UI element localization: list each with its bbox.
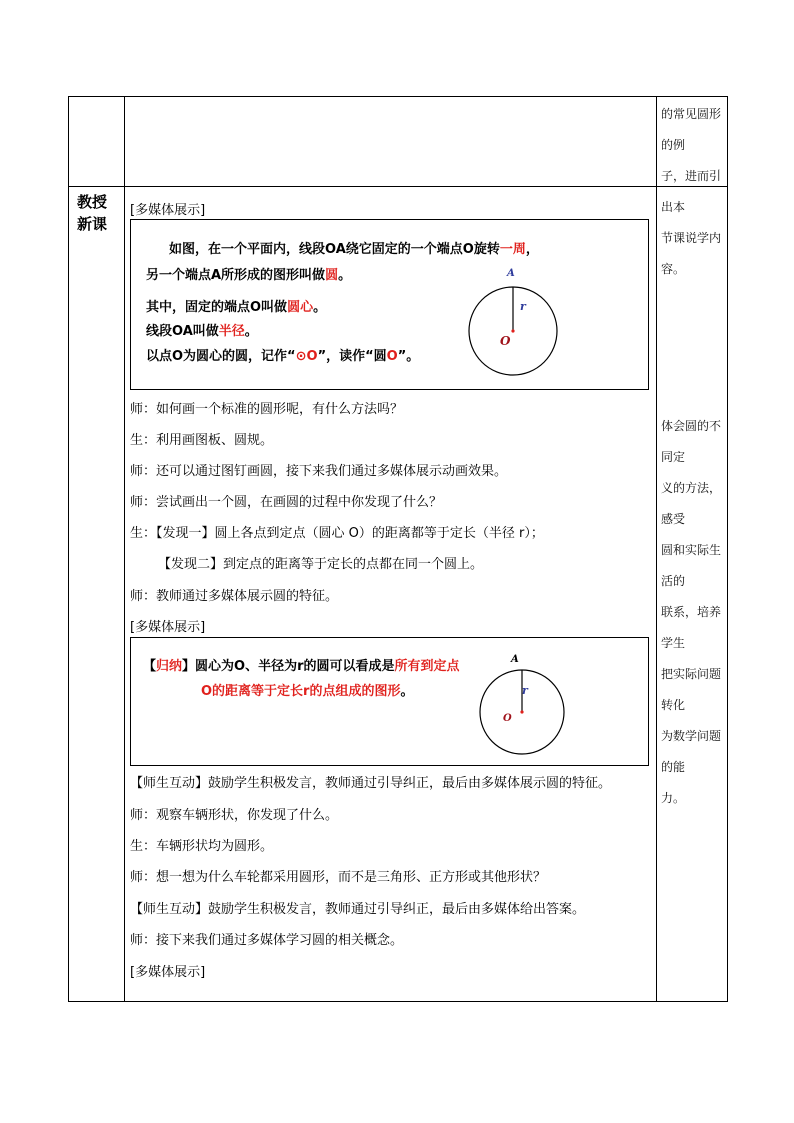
highlight: 所有到定点	[394, 659, 460, 674]
dialogue-line: 师：接下来我们通过多媒体学习圆的相关概念。	[130, 933, 404, 948]
definition-line-3	[146, 296, 326, 315]
text: 另一个端点A所形成的图形叫做	[146, 268, 326, 283]
column-divider-1	[124, 97, 125, 1001]
media-label: [多媒体展示]	[130, 203, 206, 218]
section-label	[77, 191, 117, 235]
highlight: 圆心	[287, 300, 314, 315]
text: 其中，固定的端点O叫做	[146, 300, 288, 315]
definition-line-1	[169, 238, 539, 257]
dialogue-line: 生：车辆形状均为圆形。	[130, 839, 274, 854]
center-label: O	[503, 713, 512, 724]
text: 。	[313, 300, 327, 315]
radius-label: r	[522, 684, 528, 697]
media-label: [多媒体展示]	[130, 620, 206, 635]
dialogue-line: 师：如何画一个标准的圆形呢，有什么方法吗？	[130, 402, 404, 417]
dialogue-line: 【师生互动】鼓励学生积极发言，教师通过引导纠正，最后由多媒体展示圆的特征。	[130, 776, 612, 791]
text: ”。	[397, 349, 420, 364]
dialogue-line: 师：想一想为什么车轮都采用圆形，而不是三角形、正方形或其他形状？	[130, 870, 547, 885]
circle-figure-1	[461, 262, 561, 380]
definition-box	[130, 219, 649, 390]
center-point	[511, 329, 514, 332]
text: ”，读作“圆	[317, 349, 387, 364]
bracket: 】	[182, 659, 196, 674]
media-label: [多媒体展示]	[130, 965, 206, 980]
text: 。	[400, 684, 414, 699]
section-label-line: 教授	[77, 193, 108, 211]
highlight: 圆	[325, 268, 339, 283]
note-line: 力。	[661, 791, 686, 805]
dialogue-line: 生：利用画图板、圆规。	[130, 433, 274, 448]
text: 。	[244, 324, 258, 339]
note-line: 体会圆的不同定	[661, 419, 722, 464]
dialogue-line: 生：【发现一】圆上各点到定点（圆心 O）的距离都等于定长（半径 r）；	[130, 526, 544, 541]
text: 圆心为O、半径为r的圆可以看成是	[195, 659, 395, 674]
bracket: 【	[143, 659, 157, 674]
highlight: O的距离等于定长r的点组成的图形	[201, 684, 401, 699]
text: 如图，在一个平面内，线段OA绕它固定的一个端点O旋转	[169, 242, 500, 257]
note-line: 的常见圆形的例	[661, 107, 722, 152]
note-line: 为数学问题的能	[661, 729, 722, 774]
highlight: 一周	[499, 242, 526, 257]
note-line: 把实际问题转化	[661, 667, 722, 712]
radius-label: r	[520, 300, 526, 313]
summary-line-1	[143, 655, 460, 674]
text: 线段OA叫做	[146, 324, 219, 339]
definition-line-4	[146, 320, 258, 339]
text: 。	[338, 268, 352, 283]
definition-line-2	[146, 264, 351, 283]
summary-box	[130, 637, 649, 766]
note-line: 节课说学内容。	[661, 231, 722, 276]
dialogue-line: 师：还可以通过图钉画圆，接下来我们通过多媒体展示动画效果。	[130, 464, 508, 479]
summary-tag: 归纳	[156, 659, 183, 674]
text: ，	[525, 242, 539, 257]
point-label-a: A	[507, 268, 515, 279]
section-label-line: 新课	[77, 215, 108, 233]
top-right-note	[661, 99, 727, 285]
note-line: 圆和实际生活的	[661, 543, 722, 588]
row-divider	[69, 186, 727, 187]
dialogue-line: 【发现二】到定点的距离等于定长的点都在同一个圆上。	[158, 557, 484, 572]
note-line: 义的方法，感受	[661, 481, 722, 526]
highlight: O	[386, 349, 398, 364]
dialogue-line: 【师生互动】鼓励学生积极发言，教师通过引导纠正，最后由多媒体给出答案。	[130, 902, 586, 917]
definition-line-5	[146, 345, 419, 364]
highlight: 半径	[218, 324, 245, 339]
column-divider-2	[656, 97, 657, 1001]
point-label-a: A	[511, 654, 519, 665]
highlight: ⊙O	[295, 349, 318, 364]
circle-figure-2	[471, 658, 571, 758]
text: 以点O为圆心的圆，记作“	[146, 349, 296, 364]
dialogue-line: 师：尝试画出一个圆，在画圆的过程中你发现了什么？	[130, 495, 443, 510]
dialogue-line: 师：观察车辆形状，你发现了什么。	[130, 808, 339, 823]
note-line: 联系，培养学生	[661, 605, 722, 650]
side-note	[661, 411, 727, 814]
center-point	[520, 710, 523, 713]
summary-line-2	[201, 680, 413, 699]
dialogue-line: 师：教师通过多媒体展示圆的特征。	[130, 589, 339, 604]
center-label: O	[500, 334, 511, 348]
note-line: 子，进而引出本	[661, 169, 722, 214]
